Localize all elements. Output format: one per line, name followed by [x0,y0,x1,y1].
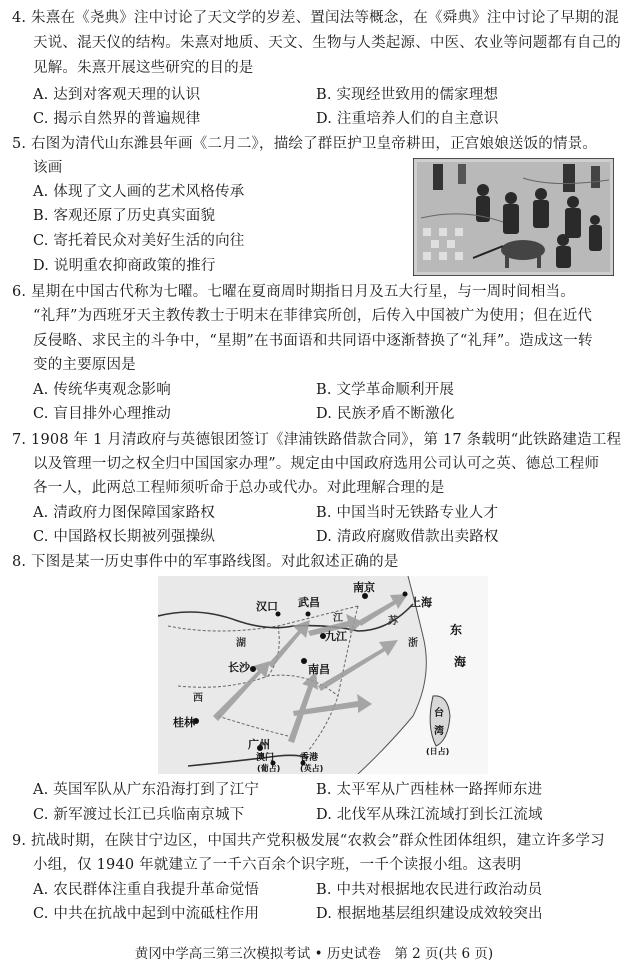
q4-option-d: D. 注重培养人们的自主意识 [316,111,499,127]
q9-line1: 9. 抗战时期，在陕甘宁边区，中国共产党积极发展“农救会”群众性团体组织，建立许多学习 [12,833,605,849]
q9-option-d: D. 根据地基层组织建设成效较突出 [316,906,543,922]
q8-option-a: A. 英国军队从广东沿海打到了江宁 [33,782,260,798]
map-label-hongkong: 香港 [300,753,319,763]
q7-line1: 7. 1908 年 1 月清政府与英德银团签订《津浦铁路借款合同》，第 17 条载明“此铁路建造工程 [12,432,622,448]
map-label-guangzhou: 广州 [248,738,270,751]
q8-option-b: B. 太平军从广西桂林一路挥师东进 [316,782,543,798]
map-label-zhe: 浙 [408,638,418,649]
q5-line2: 该画 [33,160,63,176]
map-label-macau-note: (葡占) [257,764,281,773]
q6-line1: 6. 星期在中国古代称为七曜。七曜在夏商周时期指日月及五大行星，与一周时间相当。 [12,284,575,300]
q4-line3: 见解。朱熹开展这些研究的目的是 [33,60,254,76]
q9-line2: 小组，仅 1940 年就建立了一千六百余个识字班，一千个读报小组。这表明 [33,857,522,873]
q8-line1: 8. 下图是某一历史事件中的军事路线图。对此叙述正确的是 [12,554,399,570]
q9-option-b: B. 中共对根据地农民进行政治动员 [316,882,543,898]
q4-option-c: C. 揭示自然界的普遍规律 [33,111,201,127]
q6-line3: 反侵略、求民主的斗争中，“星期”在书面语和共同语中逐渐替换了“礼拜”。造成这一转 [33,333,593,349]
map-label-su: 苏 [388,616,398,627]
map-label-macau: 澳门 [256,753,275,763]
q9-option-a: A. 农民群体注重自我提升革命觉悟 [33,882,260,898]
page-footer: 黄冈中学高三第三次模拟考试 • 历史试卷 第 2 页(共 6 页) [134,946,494,962]
map-label-wuchang: 武昌 [298,596,320,609]
q6-line2: “礼拜”为西班牙天主教传教士于明末在菲律宾所创，后传入中国被广为使用；但在近代 [33,308,593,324]
map-label-hai: 海 [454,655,467,669]
new-year-painting-image [413,158,614,276]
map-label-hankou: 汉口 [256,600,278,613]
q8-option-c: C. 新军渡过长江已兵临南京城下 [33,807,245,823]
q6-line4: 变的主要原因是 [33,357,136,373]
q4-line2: 天说、混天仪的结构。朱熹对地质、天文、生物与人类起源、中医、农业等问题都有自己的 [33,35,621,51]
q8-option-d: D. 北伐军从珠江流域打到长江流域 [316,807,543,823]
map-label-tai: 台 [434,708,444,719]
q6-option-b: B. 文学革命顺利开展 [316,382,455,398]
q7-line2: 以及管理一切之权全归中国国家办理”。规定由中国政府选用公司认可之英、德总工程师 [33,456,600,472]
q6-option-a: A. 传统华夷观念影响 [33,382,171,398]
map-label-xi: 西 [193,693,203,704]
q6-option-c: C. 盲目排外心理推动 [33,406,171,422]
map-label-nanchang: 南昌 [308,663,330,676]
q7-option-a: A. 清政府力图保障国家路权 [33,505,215,521]
map-label-wan: 湾 [434,726,444,737]
q4-line1: 4. 朱熹在《尧典》注中讨论了天文学的岁差、置闰法等概念，在《舜典》注中讨论了早期的混 [12,10,620,26]
map-label-hu: 湖 [236,638,246,649]
q7-option-d: D. 清政府腐败借款出卖路权 [316,529,499,545]
map-label-nanjing: 南京 [353,581,375,594]
q9-option-c: C. 中共在抗战中起到中流砥柱作用 [33,906,260,922]
map-label-changsha: 长沙 [228,661,250,674]
q7-option-b: B. 中国当时无铁路专业人才 [316,505,499,521]
map-label-hongkong-note: (英占) [300,764,324,773]
map-label-jiujiang: 九江 [325,630,347,643]
military-route-map [158,576,488,774]
map-label-taiwan-note: (日占) [426,747,450,756]
q7-line3: 各一人，此两总工程师须听命于总办或代办。对此理解合理的是 [33,480,445,496]
map-label-guilin: 桂林 [173,716,195,729]
q5-line1: 5. 右图为清代山东潍县年画《二月二》，描绘了群臣护卫皇帝耕田，正宫娘娘送饭的情景。 [12,136,598,152]
q5-option-c: C. 寄托着民众对美好生活的向往 [33,233,245,249]
q4-option-a: A. 达到对客观天理的认识 [33,87,201,103]
q5-option-b: B. 客观还原了历史真实面貌 [33,208,216,224]
q6-option-d: D. 民族矛盾不断激化 [316,406,455,422]
q5-option-d: D. 说明重农抑商政策的推行 [33,258,216,274]
map-label-shanghai: 上海 [410,596,432,609]
q5-option-a: A. 体现了文人画的艺术风格传承 [33,184,245,200]
q7-option-c: C. 中国路权长期被列强操纵 [33,529,216,545]
map-label-dong: 东 [450,623,463,637]
map-label-jiang: 江 [333,613,343,624]
q4-option-b: B. 实现经世致用的儒家理想 [316,87,499,103]
